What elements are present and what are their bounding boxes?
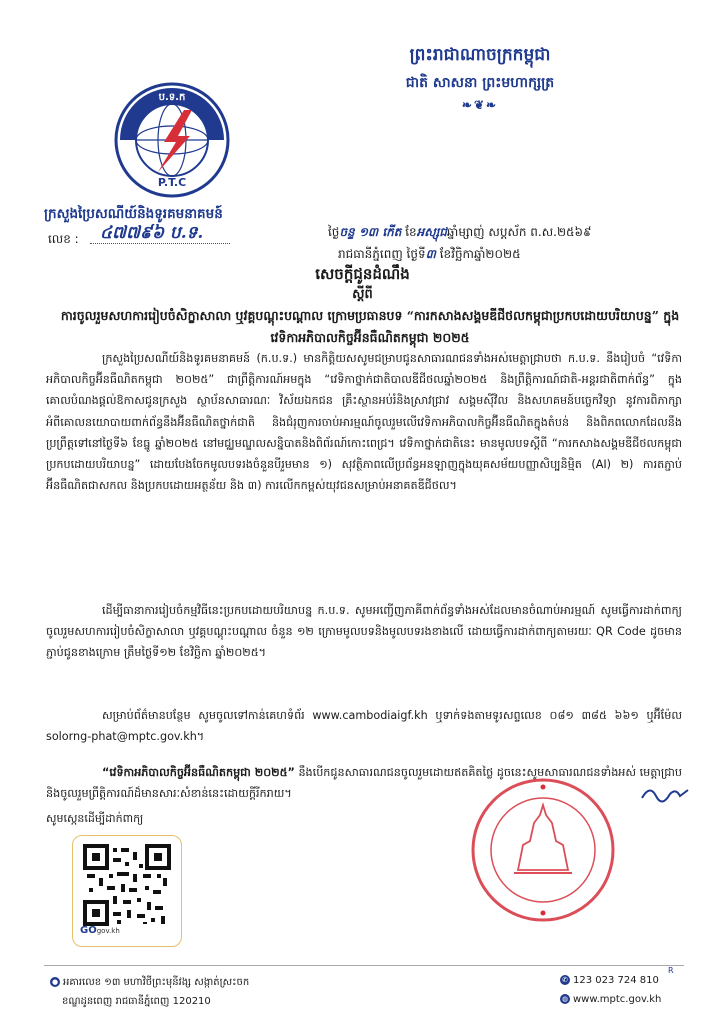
go-gov-logo: [80, 925, 120, 936]
kingdom-header: [270, 44, 690, 112]
phone-icon: ✆: [560, 975, 570, 985]
lunar-month-handwritten: អស្សុជ: [416, 225, 447, 239]
handwritten-signature: [640, 780, 690, 814]
footer-address-1: [50, 975, 249, 990]
solar-day-handwritten: ៣: [425, 247, 436, 261]
globe-icon: ◍: [561, 995, 569, 1003]
registered-mark: R: [668, 966, 674, 975]
lunar-prefix: ថ្ងៃ: [328, 225, 340, 239]
lunar-month-prefix: ខែ: [405, 225, 417, 239]
location-icon: ●: [51, 978, 59, 986]
logo-text-top: ប.ទ.ក: [158, 92, 186, 103]
ref-label: លេខ :: [48, 232, 79, 246]
solar-date: [338, 246, 521, 264]
scan-instruction: សូមស្កេនដើម្បីដាក់ពាក្យ: [46, 812, 144, 825]
logo-text-bottom: P.T.C: [157, 176, 187, 189]
kingdom-title: ព្រះរាជាណាចក្រកម្ពុជា: [409, 45, 551, 65]
solar-prefix: រាជធានីភ្នំពេញ ថ្ងៃទី: [338, 247, 426, 261]
footer-divider: [44, 965, 684, 966]
notice-title: សេចក្តីជូនដំណឹង: [315, 265, 410, 283]
footer-address-2: ខណ្ឌដូនពេញ រាជធានីភ្នំពេញ 120210: [62, 996, 211, 1007]
footer-phone: [560, 975, 659, 986]
body-paragraph-3: សម្រាប់ព័ត៌មានបន្ថែម សូមចូលទៅកាន់គេហទំព័រ www.cambodiaigf.kh ឬទាក់ទងតាមទូរសព្ទលេខ ០៨១ ៣៨៥ ៦៦១ ឬអ៊ីម៉ែល solorng-phat@mptc.gov.kh។: [46, 709, 682, 744]
ministry-name: ក្រសួងប្រៃសណីយ៍និងទូរគមនាគមន៍: [44, 206, 223, 222]
event-name: “វេទិកាអភិបាលកិច្ចអ៊ីនធឺណិតកម្ពុជា ២០២៥”: [102, 766, 295, 779]
official-stamp: [468, 775, 618, 925]
qr-code-icon: [83, 844, 171, 926]
go-brand: GO: [80, 925, 97, 936]
lunar-day-handwritten: ចន្ទ ១៣ កើត: [339, 225, 402, 239]
notice-regarding: ស្តីពី: [352, 287, 373, 302]
lunar-date: [328, 224, 592, 242]
lunar-rest: ឆ្នាំម្សាញ់ សប្តស័ក ព.ស.២៥៦៩: [446, 225, 592, 239]
ornament-divider: ❧❦❧: [461, 98, 499, 112]
solar-year: ឆ្នាំ២០២៥: [473, 247, 521, 261]
website-url[interactable]: www.mptc.gov.kh: [573, 994, 662, 1005]
notice-subject: ការចូលរួមសហការរៀបចំសិក្ខាសាលា ឬវគ្គបណ្តុះបណ្តាល ក្រោមប្រធានបទ “ការកសាងសង្គមឌីជីថលកម្ពុជាប្រកបដោយបរិយាបន្ន” ក្នុងវេទិកាអភិបាលកិច្ចអ៊ីនធឺណិតកម្ពុជា ២០២៥: [60, 308, 680, 345]
body-paragraph-1: ក្រសួងប្រៃសណីយ៍និងទូរគមនាគមន៍ (ក.ប.ទ.) មានកិត្តិយសសូមជម្រាបជូនសាធារណជនទាំងអស់មេត្តាជ្រាបថា ក.ប.ទ. នឹងរៀបចំ “វេទិកាអភិបាលកិច្ចអ៊ីនធឺណិតកម្ពុជា ២០២៥” ជាព្រឹត្តិការណ៍អមក្នុង “វេទិកាថ្នាក់ជាតិបាលឌីជីថលឆ្នាំ២០២៥ និងព្រឹត្តិការណ៍ជាតិ-អន្តរជាតិពាក់ព័ន្ធ” ក្នុងគោលបំណងផ្តល់ឱកាសជូនក្រសួង ស្ថាប័នសាធារណៈ វិស័យឯកជន គ្រឹះស្ថានអប់រំនិងស្រាវជ្រាវ សង្គមស៊ីវិល និងសហគមន៍បច្ចេកវិទ្យា នូវការពិភាក្សាអំពីគោលនយោបាយពាក់ព័ន្ធនឹងអ៊ីនធឺណិតថ្នាក់ជាតិ និងជំរុញការចាប់អារម្មណ៍ចូលរួមលើវេទិកាអភិបាលកិច្ចអ៊ីនធឺណិតក្នុងតំបន់ និងពិភពលោកដែលនឹងប្រព្រឹត្តទៅនៅថ្ងៃទី៦ ខែធ្នូ ឆ្នាំ២០២៥ នៅមជ្ឈមណ្ឌលសន្និបាតនិងពិព័រណ៍កោះពេជ្រ។ វេទិកាថ្នាក់ជាតិនេះ មានមូលបទស្តីពី “ការកសាងសង្គមឌីជីថលកម្ពុជាប្រកបដោយបរិយាបន្ន” ដោយបែងចែកមូលបទរងចំនួនបីរួមមាន ១) សុវត្ថិភាពលើប្រព័ន្ធអនឡាញក្នុងយុគសម័យបញ្ញាសិប្បនិម្មិត (AI) ២) ការតភ្ជាប់អ៊ីនធឺណិតជាសកល និងប្រកបដោយអត្ថន័យ និង ៣) ការលើកកម្ពស់យុវជនសម្រាប់អនាគតឌីជីថល។: [46, 352, 682, 493]
go-brand-suffix: gov.kh: [96, 927, 120, 935]
body-paragraph-2: ដើម្បីធានាការរៀបចំកម្មវិធីនេះប្រកបដោយបរិយាបន្ន ក.ប.ទ. សូមអញ្ជើញភាគីពាក់ព័ន្ធទាំងអស់ដែលមានចំណាប់អារម្មណ៍ សូមធ្វើការដាក់ពាក្យចូលរួមសហការរៀបចំសិក្ខាសាលា ឬវគ្គបណ្តុះបណ្តាល ចំនួន ១២ ក្រោមមូលបទនិងមូលបទរងខាងលើ ដោយធ្វើការដាក់ពាក្យតាមរយៈ QR Code ដូចមានភ្ជាប់ជូនខាងក្រោម ត្រឹមថ្ងៃទី១២ ខែវិច្ឆិកា ឆ្នាំ២០២៥។: [46, 604, 682, 660]
paragraph-4-rest: នឹងបើកជូនសាធារណជនចូលរួមដោយឥតគិតថ្លៃ ដូចនេះសូមសាធារណជនទាំងអស់ មេត្តាជ្រាបនិងចូលរួមព្រឹត្តិការណ៍ដ៏មានសារៈសំខាន់នេះដោយក្តីរីករាយ។: [46, 766, 682, 801]
ministry-logo: [112, 80, 232, 200]
address-line-1: អគារលេខ ១៣ មហាវិថីព្រះមុនីវង្ស សង្កាត់ស្រះចក: [63, 977, 250, 988]
phone-numbers: 123 023 724 810: [573, 975, 659, 986]
kingdom-motto: ជាតិ សាសនា ព្រះមហាក្សត្រ: [405, 75, 555, 91]
footer-website[interactable]: [560, 994, 661, 1005]
solar-month: ខែវិច្ឆិកា: [439, 247, 474, 261]
ref-number: ៤៧៧៩៦ ប.ទ.: [100, 223, 204, 243]
